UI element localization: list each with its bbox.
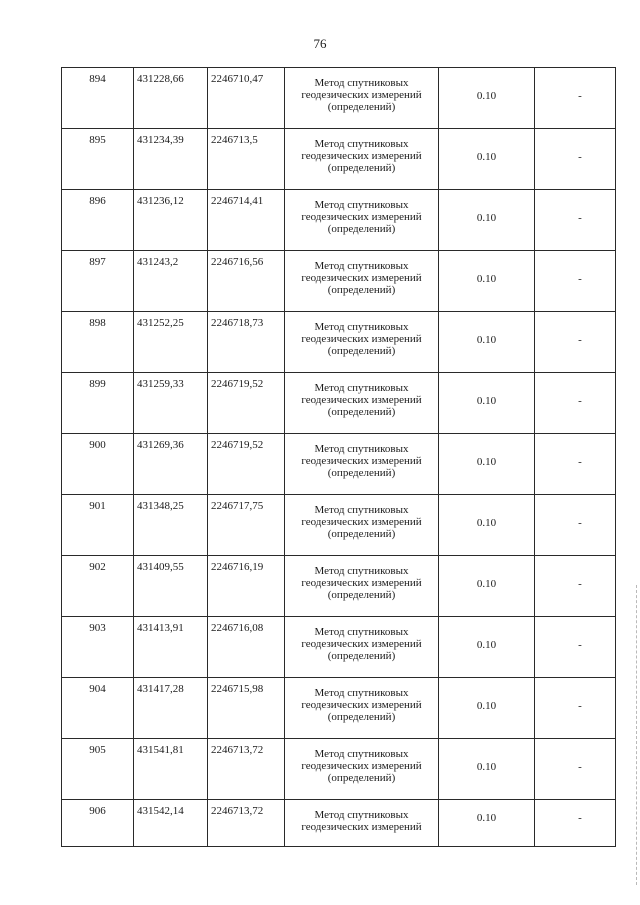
coordinate-y-cell [208, 129, 285, 190]
accuracy-value: 0.10 [476, 151, 497, 163]
method-text: Метод спутниковых геодезических измерений (определений) [301, 260, 422, 296]
point-number-cell [62, 129, 134, 190]
accuracy-cell [439, 312, 535, 373]
coordinate-y: 2246715,98 [211, 683, 264, 695]
coordinate-y-cell [208, 434, 285, 495]
point-number: 901 [89, 500, 106, 512]
coordinate-x: 431234,39 [137, 134, 184, 146]
coordinate-y: 2246718,73 [211, 317, 264, 329]
coordinate-x-cell [134, 190, 208, 251]
point-number-cell [62, 434, 134, 495]
method-cell [285, 373, 439, 434]
coordinate-y: 2246716,56 [211, 256, 264, 268]
method-text: Метод спутниковых геодезических измерений (определений) [301, 565, 422, 601]
coordinate-x: 431413,91 [137, 622, 184, 634]
coordinate-x-cell [134, 800, 208, 847]
coordinate-x-cell [134, 68, 208, 129]
coordinate-y-cell [208, 678, 285, 739]
coordinate-y-cell [208, 373, 285, 434]
accuracy-value: 0.10 [476, 761, 497, 773]
coordinate-x-cell [134, 617, 208, 678]
point-number-cell [62, 617, 134, 678]
table-row [62, 678, 616, 739]
coordinate-y-cell [208, 556, 285, 617]
coordinate-y: 2246716,19 [211, 561, 264, 573]
point-number-cell [62, 190, 134, 251]
coordinate-y-cell [208, 68, 285, 129]
note-cell [535, 129, 616, 190]
accuracy-cell [439, 739, 535, 800]
table-row [62, 312, 616, 373]
point-number-cell [62, 556, 134, 617]
accuracy-value: 0.10 [476, 517, 497, 529]
point-number: 897 [89, 256, 106, 268]
coordinate-x-cell [134, 739, 208, 800]
accuracy-cell [439, 678, 535, 739]
point-number: 902 [89, 561, 106, 573]
accuracy-value: 0.10 [476, 812, 497, 824]
method-text: Метод спутниковых геодезических измерений (определений) [301, 443, 422, 479]
point-number: 903 [89, 622, 106, 634]
note-value: - [578, 761, 582, 773]
accuracy-cell [439, 434, 535, 495]
coordinate-y-cell [208, 739, 285, 800]
note-value: - [578, 812, 582, 824]
point-number-cell [62, 800, 134, 847]
point-number-cell [62, 495, 134, 556]
method-text: Метод спутниковых геодезических измерений (определений) [301, 687, 422, 723]
table-row [62, 190, 616, 251]
table-row [62, 495, 616, 556]
table-row [62, 617, 616, 678]
method-text: Метод спутниковых геодезических измерений (определений) [301, 321, 422, 357]
accuracy-value: 0.10 [476, 334, 497, 346]
point-number-cell [62, 312, 134, 373]
accuracy-value: 0.10 [476, 273, 497, 285]
coordinate-y-cell [208, 617, 285, 678]
coordinate-y: 2246713,72 [211, 744, 264, 756]
table-row [62, 68, 616, 129]
accuracy-cell [439, 800, 535, 847]
note-cell [535, 373, 616, 434]
coordinate-x-cell [134, 495, 208, 556]
coordinate-x-cell [134, 434, 208, 495]
table-row [62, 556, 616, 617]
coordinate-x: 431409,55 [137, 561, 184, 573]
coordinate-x: 431243,2 [137, 256, 179, 268]
coordinate-x: 431259,33 [137, 378, 184, 390]
point-number: 900 [89, 439, 106, 451]
point-number: 906 [89, 805, 106, 817]
coordinate-y: 2246714,41 [211, 195, 264, 207]
accuracy-cell [439, 373, 535, 434]
method-text: Метод спутниковых геодезических измерений (определений) [301, 504, 422, 540]
note-cell [535, 495, 616, 556]
accuracy-cell [439, 68, 535, 129]
page-number: 76 [313, 36, 327, 51]
note-cell [535, 190, 616, 251]
note-cell [535, 617, 616, 678]
coordinate-y-cell [208, 312, 285, 373]
coordinate-x: 431417,28 [137, 683, 184, 695]
accuracy-value: 0.10 [476, 395, 497, 407]
point-number: 904 [89, 683, 106, 695]
coordinate-x-cell [134, 312, 208, 373]
point-number-cell [62, 68, 134, 129]
accuracy-value: 0.10 [476, 578, 497, 590]
coordinate-x: 431348,25 [137, 500, 184, 512]
coordinate-y: 2246716,08 [211, 622, 264, 634]
coordinate-x-cell [134, 251, 208, 312]
accuracy-value: 0.10 [476, 700, 497, 712]
method-text: Метод спутниковых геодезических измерений (определений) [301, 77, 422, 113]
coordinate-y: 2246710,47 [211, 73, 264, 85]
coordinate-y-cell [208, 251, 285, 312]
coordinate-x: 431236,12 [137, 195, 184, 207]
method-text: Метод спутниковых геодезических измерений (определений) [301, 138, 422, 174]
coordinate-y: 2246717,75 [211, 500, 264, 512]
coordinate-x-cell [134, 129, 208, 190]
table-row [62, 434, 616, 495]
method-text: Метод спутниковых геодезических измерений [301, 809, 422, 833]
note-value: - [578, 700, 582, 712]
coordinate-x: 431269,36 [137, 439, 184, 451]
point-number: 899 [89, 378, 106, 390]
point-number-cell [62, 373, 134, 434]
accuracy-value: 0.10 [476, 639, 497, 651]
method-text: Метод спутниковых геодезических измерений (определений) [301, 748, 422, 784]
accuracy-cell [439, 129, 535, 190]
point-number: 894 [89, 73, 106, 85]
accuracy-value: 0.10 [476, 456, 497, 468]
point-number: 895 [89, 134, 106, 146]
method-cell [285, 556, 439, 617]
coordinate-y: 2246719,52 [211, 439, 264, 451]
method-cell [285, 312, 439, 373]
method-cell [285, 251, 439, 312]
note-cell [535, 678, 616, 739]
method-cell [285, 617, 439, 678]
table-row [62, 251, 616, 312]
note-value: - [578, 456, 582, 468]
accuracy-value: 0.10 [476, 90, 497, 102]
method-cell [285, 739, 439, 800]
table-row [62, 800, 616, 847]
coordinate-x-cell [134, 373, 208, 434]
accuracy-cell [439, 617, 535, 678]
note-value: - [578, 151, 582, 163]
point-number: 905 [89, 744, 106, 756]
coordinates-table [61, 67, 616, 847]
table-row [62, 129, 616, 190]
note-value: - [578, 517, 582, 529]
note-cell [535, 68, 616, 129]
method-cell [285, 68, 439, 129]
coordinate-x-cell [134, 678, 208, 739]
point-number: 896 [89, 195, 106, 207]
coordinate-y-cell [208, 495, 285, 556]
note-value: - [578, 395, 582, 407]
accuracy-cell [439, 556, 535, 617]
point-number: 898 [89, 317, 106, 329]
accuracy-cell [439, 190, 535, 251]
method-cell [285, 800, 439, 847]
note-value: - [578, 639, 582, 651]
method-text: Метод спутниковых геодезических измерений (определений) [301, 199, 422, 235]
coordinate-y: 2246713,72 [211, 805, 264, 817]
method-cell [285, 129, 439, 190]
accuracy-cell [439, 251, 535, 312]
method-text: Метод спутниковых геодезических измерений (определений) [301, 382, 422, 418]
method-cell [285, 434, 439, 495]
note-cell [535, 800, 616, 847]
coordinate-x-cell [134, 556, 208, 617]
point-number-cell [62, 739, 134, 800]
accuracy-cell [439, 495, 535, 556]
note-cell [535, 556, 616, 617]
table-row [62, 373, 616, 434]
point-number-cell [62, 678, 134, 739]
note-value: - [578, 273, 582, 285]
accuracy-value: 0.10 [476, 212, 497, 224]
scan-edge-line [636, 585, 637, 885]
method-cell [285, 495, 439, 556]
note-cell [535, 312, 616, 373]
coordinate-y: 2246719,52 [211, 378, 264, 390]
coordinate-x: 431228,66 [137, 73, 184, 85]
method-text: Метод спутниковых геодезических измерений (определений) [301, 626, 422, 662]
coordinate-x: 431541,81 [137, 744, 184, 756]
coordinate-y-cell [208, 800, 285, 847]
method-cell [285, 678, 439, 739]
note-value: - [578, 90, 582, 102]
note-value: - [578, 212, 582, 224]
point-number-cell [62, 251, 134, 312]
note-cell [535, 251, 616, 312]
coordinate-y-cell [208, 190, 285, 251]
note-value: - [578, 578, 582, 590]
note-cell [535, 434, 616, 495]
method-cell [285, 190, 439, 251]
coordinate-x: 431252,25 [137, 317, 184, 329]
coordinate-x: 431542,14 [137, 805, 184, 817]
note-value: - [578, 334, 582, 346]
coordinate-y: 2246713,5 [211, 134, 258, 146]
table-row [62, 739, 616, 800]
note-cell [535, 739, 616, 800]
